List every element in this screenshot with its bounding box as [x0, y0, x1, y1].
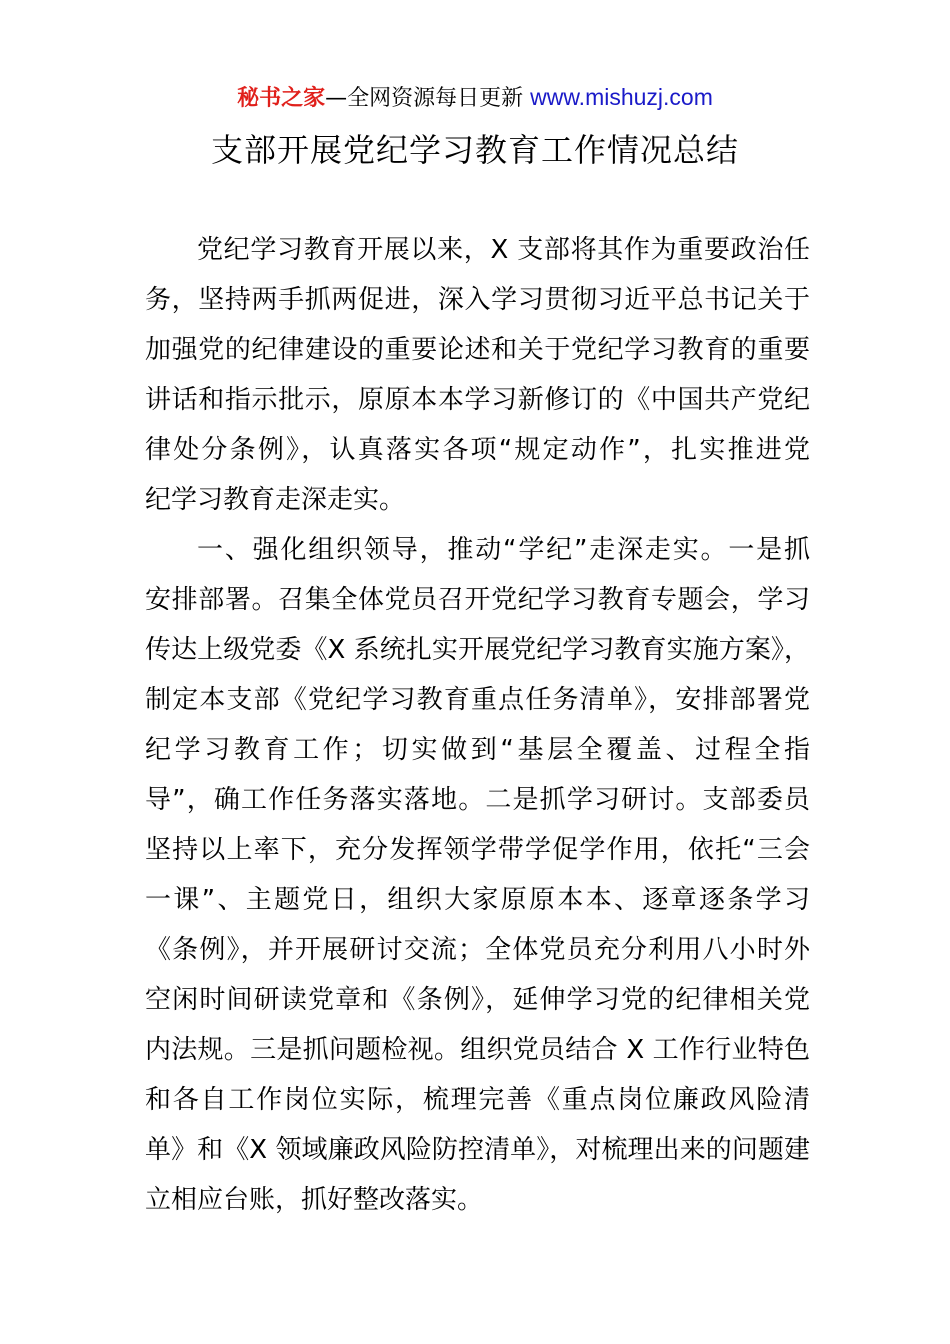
document-body	[145, 225, 810, 1225]
paragraph-1-line: 律处分条例》，认真落实各项“规定动作”，扎实推进党	[145, 435, 810, 465]
paragraph-1-line: 党纪学习教育开展以来，X 支部将其作为重要政治任	[197, 235, 810, 265]
paragraph-1-line: 务，坚持两手抓两促进，深入学习贯彻习近平总书记关于	[145, 285, 810, 315]
paragraph-2-line: 立相应台账，抓好整改落实。	[145, 1185, 484, 1215]
paragraph-2-line: 导”，确工作任务落实落地。二是抓学习研讨。支部委员	[145, 785, 810, 815]
paragraph-2-line: 《条例》，并开展研讨交流；全体党员充分利用八小时外	[145, 935, 810, 965]
paragraph-2-line: 单》和《X 领域廉政风险防控清单》，对梳理出来的问题建	[145, 1135, 810, 1165]
paragraph-2-line: 纪学习教育工作；切实做到“基层全覆盖、过程全指	[145, 735, 810, 765]
site-url-link[interactable]: www.mishuzj.com	[530, 84, 713, 110]
paragraph-2-line: 内法规。三是抓问题检视。组织党员结合 X 工作行业特色	[145, 1035, 810, 1065]
paragraph-2-line: 和各自工作岗位实际，梳理完善《重点岗位廉政风险清	[145, 1085, 810, 1115]
paragraph-2-line: 制定本支部《党纪学习教育重点任务清单》，安排部署党	[145, 685, 810, 715]
paragraph-1-line: 纪学习教育走深走实。	[145, 485, 406, 515]
document-title: 支部开展党纪学习教育工作情况总结	[210, 131, 739, 169]
paragraph-2-line: 空闲时间研读党章和《条例》，延伸学习党的纪律相关党	[145, 985, 810, 1015]
paragraph-2-line: 传达上级党委《X 系统扎实开展党纪学习教育实施方案》，	[145, 635, 810, 665]
paragraph-1-line: 加强党的纪律建设的重要论述和关于党纪学习教育的重要	[145, 335, 810, 365]
paragraph-1-line: 讲话和指示批示，原原本本学习新修订的《中国共产党纪	[145, 385, 810, 415]
paragraph-2-line: 一、强化组织领导，推动“学纪”走深走实。一是抓	[197, 535, 810, 565]
site-header	[0, 80, 950, 116]
site-brand: 秘书之家	[237, 86, 326, 111]
paragraph-2-line: 安排部署。召集全体党员召开党纪学习教育专题会，学习	[145, 585, 810, 615]
paragraph-2-line: 一课”、主题党日，组织大家原原本本、逐章逐条学习	[145, 885, 810, 915]
site-tagline: —全网资源每日更新	[325, 86, 524, 111]
paragraph-2-line: 坚持以上率下，充分发挥领学带学促学作用，依托“三会	[145, 835, 810, 865]
